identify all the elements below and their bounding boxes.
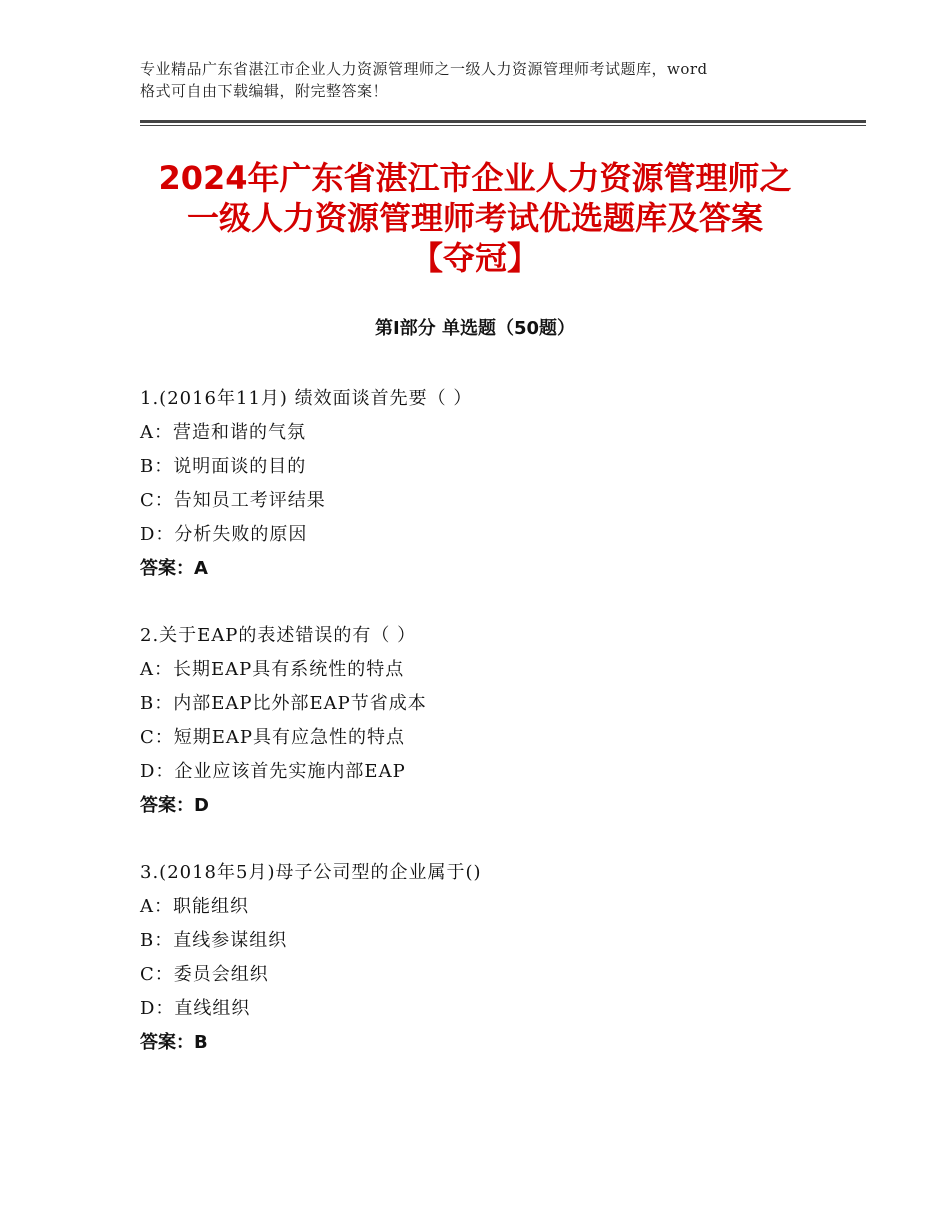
header-note	[140, 58, 840, 102]
option-b: B：说明面谈的目的	[140, 456, 307, 477]
option-a: A：长期EAP具有系统性的特点	[140, 659, 405, 680]
document-title-line-1: 2024年广东省湛江市企业人力资源管理师之	[158, 159, 792, 197]
question-list	[140, 382, 840, 1093]
answer-label: 答案：D	[140, 795, 209, 816]
header-divider	[140, 120, 866, 126]
header-note-line-1: 专业精品广东省湛江市企业人力资源管理师之一级人力资源管理师考试题库，word	[140, 60, 708, 78]
option-b: B：内部EAP比外部EAP节省成本	[140, 693, 427, 714]
option-a: A：营造和谐的气氛	[140, 422, 306, 443]
section-title: 第Ⅰ部分 单选题（50题）	[374, 318, 575, 339]
option-c: C：委员会组织	[140, 964, 269, 985]
question-stem: 2.关于EAP的表述错误的有（ ）	[140, 625, 417, 646]
option-d: D：分析失败的原因	[140, 524, 308, 545]
question-3	[140, 856, 840, 1060]
question-2	[140, 619, 840, 823]
option-b: B：直线参谋组织	[140, 930, 288, 951]
document-title	[80, 158, 870, 278]
answer-label: 答案：B	[140, 1032, 208, 1053]
header-note-line-2: 格式可自由下载编辑，附完整答案！	[140, 82, 389, 100]
question-stem: 3.(2018年5月)母子公司型的企业属于()	[140, 862, 482, 883]
option-a: A：职能组织	[140, 896, 249, 917]
option-c: C：告知员工考评结果	[140, 490, 326, 511]
document-title-line-2: 一级人力资源管理师考试优选题库及答案	[186, 199, 763, 237]
question-1	[140, 382, 840, 586]
answer-label: 答案：A	[140, 558, 208, 579]
question-stem: 1.(2016年11月) 绩效面谈首先要（ ）	[140, 388, 473, 409]
option-d: D：直线组织	[140, 998, 251, 1019]
option-c: C：短期EAP具有应急性的特点	[140, 727, 406, 748]
document-title-line-3: 【夺冠】	[410, 239, 539, 277]
option-d: D：企业应该首先实施内部EAP	[140, 761, 406, 782]
